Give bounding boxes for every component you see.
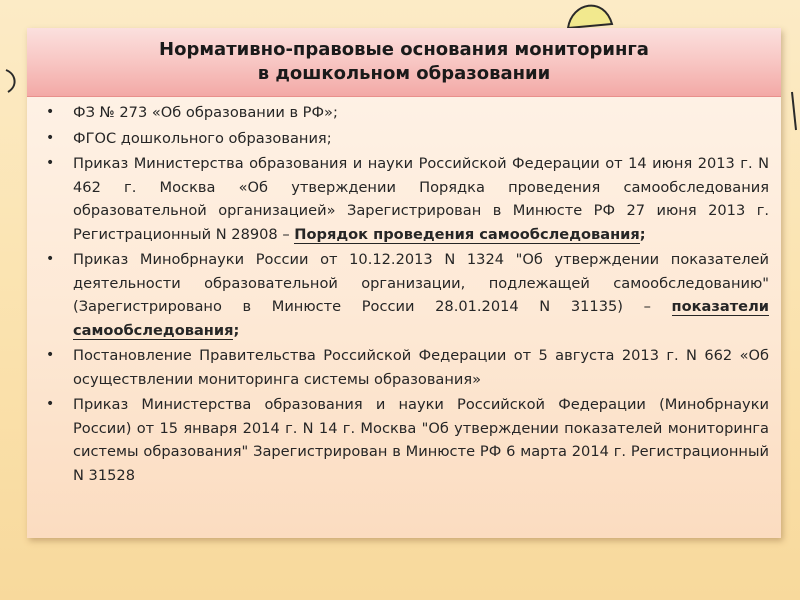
list-item-text: Постановление Правительства Российской Федерации от 5 августа 2013 г. N 662 «Об осуществлении мониторинга системы образования» bbox=[73, 347, 769, 388]
list-item-text: Приказ Министерства образования и науки Российской Федерации от 14 июня 2013 г. N 462 г. Москва «Об утверждении Порядка проведения самообследования образовательной организацией» Зарегистрирован в Минюсте РФ 27 июня 2013 г. Регистрационный N 28908 – bbox=[73, 155, 769, 243]
bullet-icon: • bbox=[46, 347, 55, 363]
bullet-list bbox=[27, 101, 781, 489]
list-item bbox=[27, 127, 781, 151]
list-item bbox=[27, 344, 781, 391]
title-line-2: в дошкольном образовании bbox=[257, 63, 551, 84]
list-item bbox=[27, 152, 781, 246]
list-item bbox=[27, 393, 781, 487]
list-item-bold: показатели самообследования bbox=[73, 298, 769, 339]
bullet-icon: • bbox=[46, 129, 55, 146]
bullet-icon: • bbox=[46, 155, 55, 171]
title-line-1: Нормативно-правовые основания мониторинга bbox=[159, 39, 649, 60]
list-item-text: Приказ Минобрнауки России от 10.12.2013 N 1324 "Об утверждении показателей деятельности образовательной организации, подлежащей самообследованию" (Зарегистрировано в Минюсте России 28.01.2014 N 31135) – bbox=[73, 251, 769, 315]
leaf-decoration-top-right bbox=[568, 6, 612, 28]
bullet-icon: • bbox=[46, 396, 55, 412]
list-item-text: ФГОС дошкольного образования; bbox=[73, 129, 332, 147]
bullet-icon: • bbox=[46, 251, 55, 267]
list-item bbox=[27, 248, 781, 342]
doodle-left bbox=[6, 70, 15, 92]
slide-card bbox=[27, 28, 781, 538]
bullet-icon: • bbox=[46, 104, 55, 120]
list-item bbox=[27, 101, 781, 125]
list-item-tail: ; bbox=[639, 225, 646, 243]
list-item-tail: ; bbox=[233, 321, 240, 339]
list-item-text: Приказ Министерства образования и науки Российской Федерации (Минобрнауки России) от 15 января 2014 г. N 14 г. Москва "Об утверждении показателей мониторинга системы образования" Зарегистрирован в Минюсте РФ 6 марта 2014 г. Регистрационный N 31528 bbox=[73, 396, 769, 484]
list-item-bold: Порядок проведения самообследования bbox=[294, 225, 640, 243]
list-item-text: ФЗ № 273 «Об образовании в РФ»; bbox=[73, 104, 338, 121]
leaf-stem-right bbox=[792, 92, 796, 130]
title-bar bbox=[27, 28, 781, 97]
